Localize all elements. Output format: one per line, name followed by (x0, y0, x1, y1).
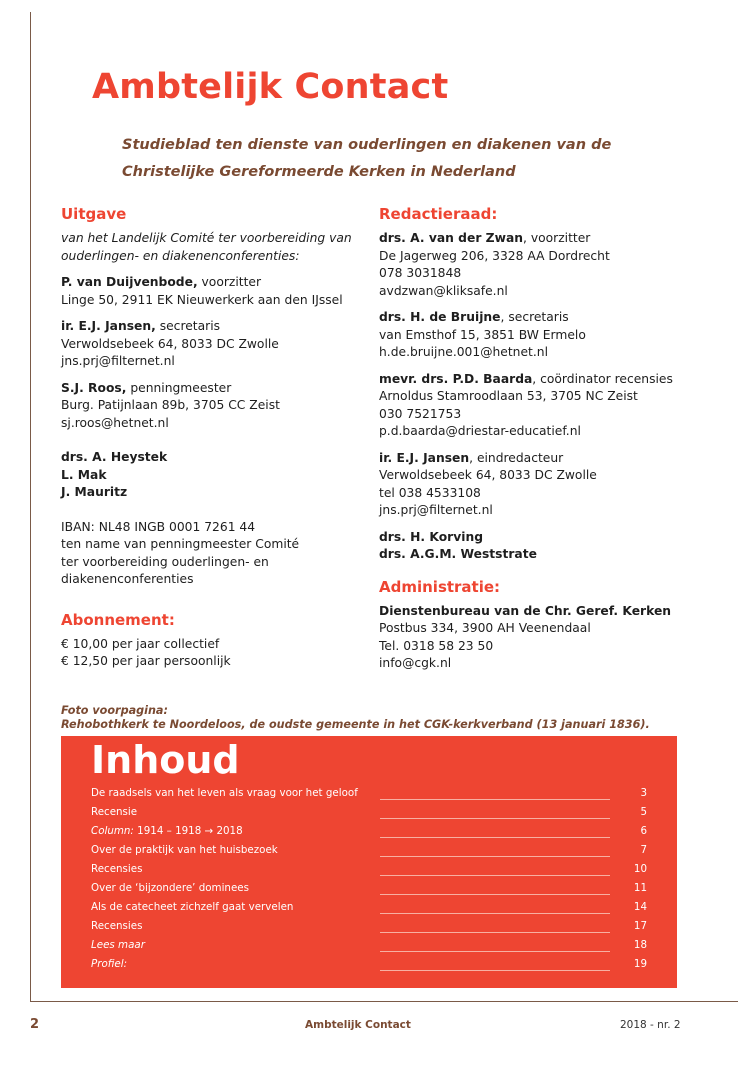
editor-name: drs. A. van der Zwan (379, 231, 524, 245)
editor-role: , secretaris (500, 310, 569, 324)
toc-entry-page: 18 (633, 939, 647, 951)
toc-entry-title: Profiel: (91, 958, 128, 970)
toc-entry-title (91, 825, 243, 837)
person-email[interactable]: sj.roos@hetnet.nl (61, 415, 169, 430)
price-collective: € 10,00 per jaar collectief (61, 636, 220, 651)
person-email[interactable]: jns.prj@filternet.nl (61, 354, 175, 368)
toc-entry-page: 14 (633, 901, 647, 913)
person-role: voorzitter (197, 275, 262, 289)
price-personal: € 12,50 per jaar persoonlijk (61, 654, 231, 668)
toc-entry-title: Recensie (91, 806, 138, 818)
editor-phone: tel 038 4533108 (379, 485, 481, 500)
member-name: L. Mak (61, 467, 107, 482)
editor-address: De Jagerweg 206, 3328 AA Dordrecht (379, 248, 610, 263)
editor-email[interactable]: jns.prj@filternet.nl (379, 503, 493, 517)
admin-email[interactable]: info@cgk.nl (379, 656, 452, 670)
toc-entry-title: Over de ‘bijzondere’ dominees (91, 882, 249, 894)
editor-role: , eindredacteur (469, 450, 564, 465)
toc-entry[interactable] (91, 919, 651, 937)
masthead-subtitle (122, 132, 611, 186)
toc-entry-title: Recensies (91, 863, 143, 875)
person-address: Verwoldsebeek 64, 8033 DC Zwolle (61, 336, 279, 351)
admin-phone: Tel. 0318 58 23 50 (379, 638, 494, 653)
subtitle-line-1: Studieblad ten dienste van ouderlingen en diakenen van de (122, 137, 612, 153)
uitgave-intro-line-2: ouderlingen- en diakenenconferenties: (61, 248, 300, 263)
editor-email[interactable]: p.d.baarda@driestar-educatief.nl (379, 424, 581, 438)
toc-entry-page: 3 (640, 787, 647, 799)
toc-leader-line (380, 837, 610, 838)
toc-entry-title: Recensies (91, 920, 143, 932)
editor-name: drs. A.G.M. Weststrate (379, 547, 537, 561)
editor-others (379, 529, 699, 564)
subtitle-line-2: Christelijke Gereformeerde Kerken in Nederland (122, 164, 516, 180)
toc-leader-line (380, 856, 610, 857)
editor-name: mevr. drs. P.D. Baarda (379, 371, 533, 386)
person-secretary (61, 318, 361, 371)
toc-leader-line (380, 875, 610, 876)
administratie-heading: Administratie: (379, 577, 501, 596)
uitgave-heading: Uitgave (61, 205, 127, 223)
editor-role: , coördinator recensies (532, 371, 673, 386)
toc-entry-title: De raadsels van het leven als vraag voor het geloof (91, 787, 358, 799)
toc-entry-page: 19 (633, 958, 647, 970)
toc-entry-page: 7 (640, 844, 647, 856)
admin-address: Postbus 334, 3900 AH Veenendaal (379, 621, 591, 635)
abonnement-heading: Abonnement: (61, 610, 175, 629)
person-role: secretaris (155, 319, 221, 333)
footer-title: Ambtelijk Contact (305, 1019, 411, 1031)
person-address: Linge 50, 2911 EK Nieuwerkerk aan den IJssel (61, 292, 343, 307)
left-column (61, 204, 361, 680)
masthead-title: Ambtelijk Contact (92, 67, 449, 107)
person-name: P. van Duijvenbode, (61, 275, 198, 289)
photo-label: Foto voorpagina: (61, 704, 168, 717)
toc-leader-line (380, 799, 610, 800)
editor-role: , voorzitter (523, 231, 591, 245)
abonnement-prices (61, 636, 361, 671)
editor-address: van Emsthof 15, 3851 BW Ermelo (379, 327, 586, 342)
toc-entry[interactable] (91, 786, 651, 804)
toc-title: Inhoud (91, 738, 240, 782)
toc-entry[interactable] (91, 824, 651, 842)
toc-leader-line (380, 970, 610, 971)
vertical-rule (30, 12, 31, 1002)
toc-leader-line (380, 818, 610, 819)
table-of-contents (61, 736, 677, 988)
toc-entry-page: 10 (633, 863, 647, 875)
redactieraad-heading: Redactieraad: (379, 205, 498, 223)
iban-line-3: ter voorbereiding ouderlingen- en (61, 554, 269, 569)
editor-4 (379, 450, 699, 520)
person-address: Burg. Patijnlaan 89b, 3705 CC Zeist (61, 398, 280, 412)
toc-entry[interactable] (91, 862, 651, 880)
editor-1 (379, 230, 699, 300)
toc-entry-prefix: Column: (91, 825, 134, 837)
toc-entry-page: 17 (633, 920, 647, 932)
person-name: S.J. Roos, (61, 380, 127, 395)
toc-entry-title: Over de praktijk van het huisbezoek (91, 844, 278, 856)
uitgave-intro-line-1: van het Landelijk Comité ter voorbereiding van (61, 231, 352, 245)
toc-leader-line (380, 894, 610, 895)
person-name: ir. E.J. Jansen, (61, 319, 156, 333)
member-name: drs. A. Heystek (61, 450, 168, 464)
toc-entry-title: Als de catecheet zichzelf gaat vervelen (91, 901, 294, 913)
uitgave-intro (61, 230, 361, 265)
toc-entry[interactable] (91, 843, 651, 861)
right-column (379, 204, 699, 682)
toc-leader-line (380, 951, 610, 952)
toc-entry[interactable] (91, 900, 651, 918)
toc-entry[interactable] (91, 881, 651, 899)
editor-name: drs. H. Korving (379, 529, 483, 544)
toc-entry-title: Lees maar (91, 939, 145, 951)
editor-email[interactable]: avdzwan@kliksafe.nl (379, 283, 508, 298)
committee-members (61, 449, 361, 502)
editor-email[interactable]: h.de.bruijne.001@hetnet.nl (379, 345, 548, 359)
toc-entry[interactable] (91, 805, 651, 823)
editor-name: drs. H. de Bruijne (379, 310, 501, 324)
iban-number: IBAN: NL48 INGB 0001 7261 44 (61, 519, 256, 534)
footer-issue: 2018 - nr. 2 (620, 1019, 681, 1031)
editor-phone: 078 3031848 (379, 266, 462, 280)
cover-photo-caption (61, 704, 650, 732)
iban-line-2: ten name van penningmeester Comité (61, 537, 300, 551)
iban-block (61, 519, 361, 589)
toc-entry[interactable] (91, 957, 651, 975)
editor-2 (379, 309, 699, 362)
editor-phone: 030 7521753 (379, 406, 462, 421)
editor-address: Verwoldsebeek 64, 8033 DC Zwolle (379, 468, 597, 482)
horizontal-rule (30, 1001, 738, 1002)
person-treasurer (61, 380, 361, 433)
editor-name: ir. E.J. Jansen (379, 450, 470, 465)
photo-caption: Rehobothkerk te Noordeloos, de oudste gemeente in het CGK-kerkverband (13 januari 1836). (61, 718, 650, 731)
person-role: penningmeester (126, 380, 232, 395)
toc-entry[interactable] (91, 938, 651, 956)
iban-line-4: diakenenconferenties (61, 572, 194, 586)
toc-entry-page: 5 (640, 806, 647, 818)
administratie-block (379, 603, 699, 673)
toc-entry-page: 6 (640, 825, 647, 837)
toc-leader-line (380, 932, 610, 933)
toc-entry-text: 1914 – 1918 → 2018 (133, 825, 243, 837)
admin-org: Dienstenbureau van de Chr. Geref. Kerken (379, 603, 672, 618)
editor-address: Arnoldus Stamroodlaan 53, 3705 NC Zeist (379, 389, 638, 403)
toc-entry-page: 11 (633, 882, 647, 894)
person-chairman (61, 274, 361, 309)
toc-leader-line (380, 913, 610, 914)
member-name: J. Mauritz (61, 485, 128, 499)
editor-3 (379, 371, 699, 441)
footer-page-number: 2 (30, 1017, 40, 1032)
